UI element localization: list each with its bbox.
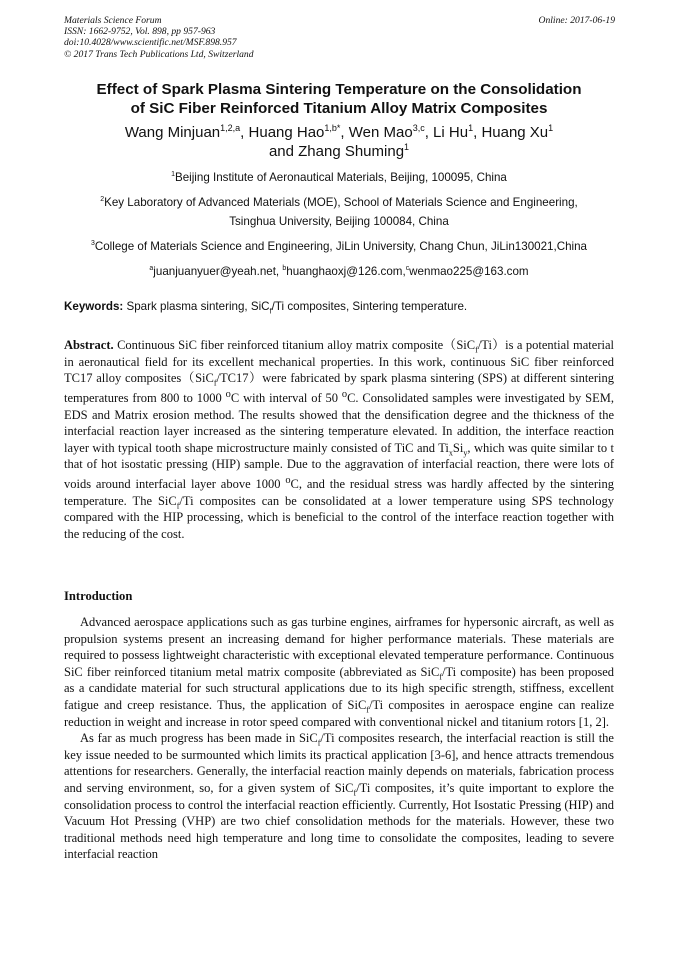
author-affil-marker: 3,c — [412, 123, 425, 133]
intro-text: /Ti composites research, the interfacial reaction is still the key issue needed to be surmounted which limits its practical application [3-6], and hence attracts tremendous attentions for researchers. Generally, the interfacial reaction mainly depends on materials, fabrication process and serving environment, so, for a given system of SiC — [64, 731, 614, 795]
abstract-label: Abstract. — [64, 338, 114, 352]
author-separator: , — [240, 124, 249, 141]
issn-line: ISSN: 1662-9752, Vol. 898, pp 957-963 — [64, 26, 216, 38]
affiliation-2 — [60, 193, 618, 231]
author-line-1 — [40, 123, 638, 142]
abstract-text: C. Consolidated samples were investigated by SEM, EDS and Matrix erosion method. The results showed that the densification degree and the thickness of the interfacial reaction layer increased as the sintering temperature elevated. In addition, the interface reaction layer with typical tooth shape microstructure mainly consisted of TiC and Ti — [64, 390, 615, 455]
title-line-1: Effect of Spark Plasma Sintering Temperature on the Consolidation — [96, 81, 582, 98]
degree-mark: o — [285, 474, 291, 486]
author-affil-marker: 1,b* — [324, 123, 341, 133]
intro-paragraph-2 — [64, 730, 614, 863]
subscript: f — [213, 378, 217, 388]
author-affil-marker: 1 — [404, 142, 410, 152]
subscript: f — [269, 306, 272, 316]
degree-mark: o — [225, 388, 231, 400]
journal-header — [64, 15, 254, 60]
abstract-text: C with interval of 50 — [230, 390, 342, 405]
subscript: f — [439, 672, 442, 682]
author-name: Li Hu — [433, 124, 469, 141]
author-name: Wang Minjuan — [124, 124, 221, 141]
keywords-text: /Ti composites, Sintering temperature. — [271, 300, 468, 313]
subscript: f — [475, 345, 478, 355]
affiliation-3 — [60, 237, 618, 256]
author-list — [40, 123, 638, 161]
abstract-text: Si — [452, 440, 464, 455]
author-affil-marker: 1,2,a — [220, 123, 241, 133]
intro-text: Advanced aerospace applications such as gas turbine engines, airframes for hypersonic aircraft, as well as propulsion systems present an increasing demand for higher performance materials. These materials are required to possess lightweight characteristic with exceptional elevated temperature performance. Continuous SiC fiber reinforced titanium metal matrix composite (abbreviated as SiC — [64, 615, 614, 679]
intro-text: /Ti composites in aerospace engine can realize reduction in weight and increase in rotor speed compared with conventional nickel and titanium rotors [1, 2]. — [64, 697, 614, 729]
affil-marker: 1 — [171, 171, 175, 179]
title-line-2: of SiC Fiber Reinforced Titanium Alloy Matrix Composites — [130, 100, 548, 117]
affil-text: College of Materials Science and Engineering, JiLin University, Chang Chun, JiLin130021,China — [94, 240, 588, 253]
affil-text: Tsinghua University, Beijing 100084, China — [229, 215, 449, 228]
author-name: Huang Hao — [248, 124, 325, 141]
email-link[interactable]: wenmao225@163.com — [409, 265, 529, 278]
author-affil-marker: 1 — [548, 123, 554, 133]
email-marker: a — [149, 265, 154, 273]
author-separator: , — [473, 124, 482, 141]
keywords-text: Spark plasma sintering, SiC — [123, 300, 270, 313]
subscript: y — [463, 448, 468, 458]
intro-paragraph-1 — [64, 614, 614, 730]
abstract-text: /TC17）were fabricated by spark plasma sintering (SPS) at different sintering temperatures from 800 to 1000 — [64, 371, 614, 405]
author-name: Huang Xu — [481, 124, 549, 141]
abstract-text: /Ti）is a potential material in aeronautical field for its excellent mechanical properties. In this work, continuous SiC fiber reinforced TC17 alloy composites（SiC — [64, 338, 614, 386]
affil-marker: 3 — [90, 240, 95, 248]
subscript: x — [448, 448, 453, 458]
introduction-body — [64, 614, 614, 863]
subscript: f — [176, 501, 180, 511]
abstract — [64, 337, 614, 542]
abstract-text: , which was quite similar to t that of hot isostatic pressing (HIP) sample. Due to the aggravation of interfacial reaction, there were lots of voids around interfacial layer above 1000 — [64, 440, 614, 492]
intro-text: /Ti composites, it’s quite important to explore the consolidation process to control the interfacial reaction efficiently. Currently, Hot Isostatic Pressing (HIP) and Vacuum Hot Pressing (VHP) are two chief consolidation methods for the materials. However, these two traditional methods need high temperature and long time to consolidate the composites, leading to severe interfacial reaction — [64, 780, 614, 862]
intro-text: As far as much progress has been made in SiC — [80, 731, 318, 746]
author-separator: , — [424, 124, 434, 141]
email-link[interactable]: juanjuanyuer@yeah.net, — [153, 265, 283, 278]
section-heading-introduction: Introduction — [64, 589, 133, 603]
degree-mark: o — [341, 388, 348, 400]
doi-line: doi:10.4028/www.scientific.net/MSF.898.957 — [64, 37, 237, 49]
affil-marker: 2 — [100, 196, 105, 204]
email-link[interactable]: huanghaoxj@126.com, — [286, 265, 406, 278]
author-line-2 — [40, 142, 638, 161]
affil-text: Key Laboratory of Advanced Materials (MOE), School of Materials Science and Engineering, — [104, 196, 578, 209]
subscript: f — [353, 788, 357, 798]
author-name: Wen Mao — [348, 124, 413, 141]
affil-text: Beijing Institute of Aeronautical Materials, Beijing, 100095, China — [174, 171, 507, 184]
keywords — [64, 299, 614, 314]
paper-title — [40, 80, 638, 118]
email-marker: c — [405, 265, 410, 273]
author-name: Zhang Shuming — [298, 143, 405, 160]
email-marker: b — [282, 265, 287, 273]
author-separator: , — [340, 124, 349, 141]
online-date: Online: 2017-06-19 — [538, 15, 615, 26]
journal-name: Materials Science Forum — [64, 15, 162, 26]
copyright-line: © 2017 Trans Tech Publications Ltd, Switzerland — [64, 48, 254, 60]
intro-text: /Ti composite) has been proposed as a candidate material for such structural applications due to its high specific strength, stiffness, excellent fatigue and creep resistance. Thus, the application of SiC — [64, 664, 614, 712]
author-affil-marker: 1 — [468, 123, 474, 133]
abstract-text: Continuous SiC fiber reinforced titanium alloy matrix composite（SiC — [113, 338, 476, 352]
affiliations — [60, 168, 618, 287]
affiliation-1 — [60, 168, 618, 187]
subscript: f — [366, 705, 369, 715]
author-emails — [60, 262, 618, 281]
subscript: f — [317, 738, 321, 748]
abstract-text: C, and the residual stress was hardly affected by the sintering temperature. The SiC — [64, 477, 614, 508]
keywords-label: Keywords: — [64, 300, 124, 313]
author-and: and — [268, 143, 299, 160]
abstract-text: /Ti composites can be consolidated at a lower temperature using SPS technology compared with the HIP processing, which is beneficial to the control of the interface reaction together with the reducing of the cost. — [64, 493, 614, 541]
